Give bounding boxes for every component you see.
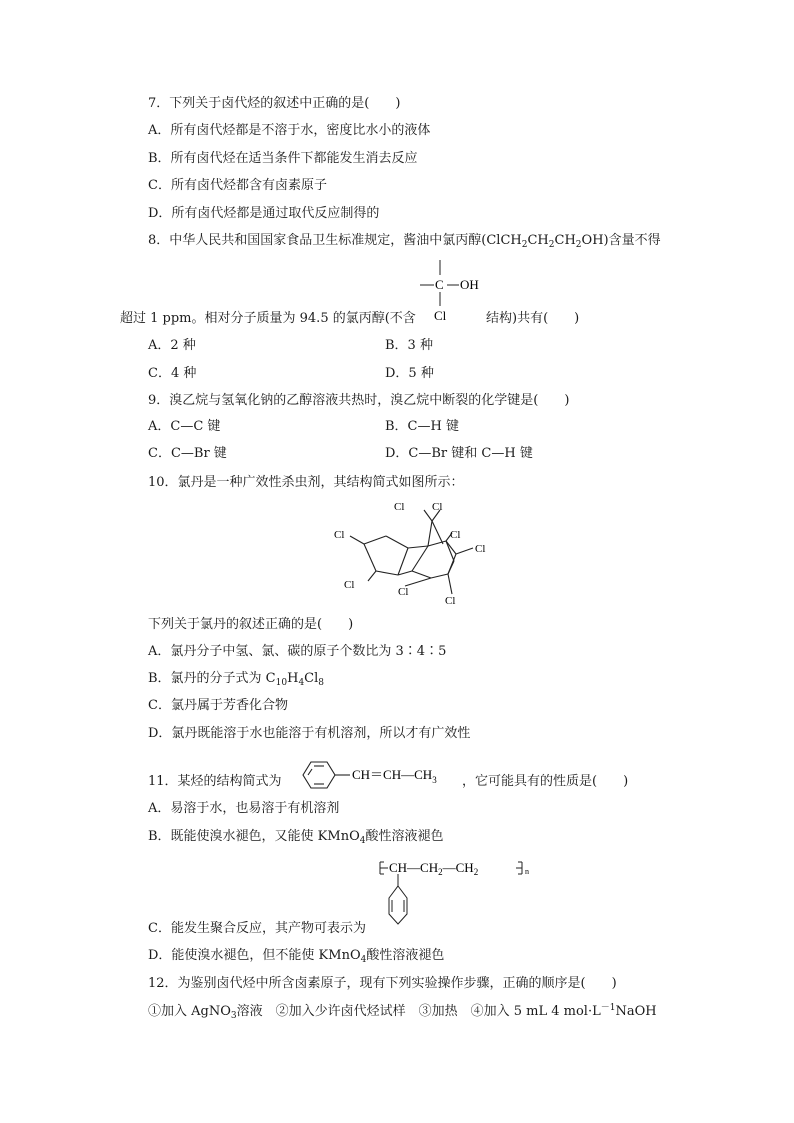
q11-option-d: D．能使溴水褪色，但不能使 KMnO$_4$酸性溶液褪色 [148, 948, 445, 965]
q7-stem: 7．下列关于卤代烃的叙述中正确的是( ) [148, 96, 401, 111]
q10-option-d: D．氯丹既能溶于水也能溶于有机溶剂，所以才有广效性 [148, 726, 471, 741]
cl-label: Cl [398, 586, 409, 598]
cl-label: Cl [450, 529, 461, 541]
polymer-structure-diagram [376, 852, 536, 932]
q11-option-b: B．既能使溴水褪色，又能使 KMnO$_4$酸性溶液褪色 [148, 829, 444, 846]
cl-label: Cl [445, 595, 456, 607]
q11-structure-diagram [290, 752, 465, 798]
side-chain-label: $CH=CH—CH_3$ [352, 767, 437, 785]
q10-option-b: B．氯丹的分子式为 $C_{10}H_4Cl_8$ [148, 671, 325, 688]
cl-label: Cl [394, 501, 405, 513]
carbon-label: C [435, 277, 444, 292]
chlorine-label: Cl [434, 308, 447, 323]
repeat-n-label: n [525, 867, 529, 876]
q10-stem: 10．氯丹是一种广效性杀虫剂，其结构简式如图所示： [148, 475, 464, 490]
q9-option-b: B．C—H 键 [385, 419, 459, 434]
hydroxyl-label: OH [460, 277, 479, 292]
cl-label: Cl [432, 501, 443, 513]
q11-option-a: A．易溶于水，也易溶于有机溶剂 [148, 801, 340, 816]
q7-option-a: A．所有卤代烃都是不溶于水，密度比水小的液体 [148, 123, 431, 138]
q7-option-c: C．所有卤代烃都含有卤素原子 [148, 178, 327, 193]
cl-label: Cl [475, 543, 486, 555]
polymer-chain-label: $CH—CH_2—CH_2$ [389, 860, 479, 877]
q11-stem-end: ，它可能具有的性质是( ) [462, 774, 629, 789]
q10-follow: 下列关于氯丹的叙述正确的是( ) [148, 617, 354, 632]
cl-label: Cl [344, 579, 355, 591]
q10-option-c: C．氯丹属于芳香化合物 [148, 698, 288, 713]
q8-stem-cont-a: 超过 1 ppm。相对分子质量为 94.5 的氯丙醇(不含 [120, 311, 416, 326]
q8-stem: 8．中华人民共和国国家食品卫生标准规定，酱油中氯丙醇$(ClCH_2CH_2CH_2OH)$含量不得 [148, 233, 661, 250]
chlordane-structure-diagram [328, 498, 498, 608]
q11-stem: 11．某烃的结构简式为 [148, 774, 282, 789]
q8-option-b: B．3 种 [385, 338, 433, 353]
q8-option-a: A．2 种 [148, 338, 196, 353]
q9-option-d: D．C—Br 键和 C—H 键 [385, 446, 533, 461]
q9-option-c: C．C—Br 键 [148, 446, 227, 461]
q12-steps: ①加入 AgNO$_3$溶液 ②加入少许卤代烃试样 ③加热 ④加入 5 mL 4 $mol\cdot L^{-1}NaOH$ [148, 1003, 657, 1021]
q8-option-c: C．4 种 [148, 366, 197, 381]
q8-structure-diagram [412, 258, 492, 326]
q7-option-d: D．所有卤代烃都是通过取代反应制得的 [148, 206, 380, 221]
q11-option-c: C．能发生聚合反应，其产物可表示为 [148, 921, 366, 936]
q9-stem: 9．溴乙烷与氢氧化钠的乙醇溶液共热时，溴乙烷中断裂的化学键是( ) [148, 393, 570, 408]
q8-stem-cont-b: 结构)共有( ) [486, 311, 580, 326]
q12-stem: 12．为鉴别卤代烃中所含卤素原子，现有下列实验操作步骤，正确的顺序是( ) [148, 976, 617, 991]
q7-option-b: B．所有卤代烃在适当条件下都能发生消去反应 [148, 151, 418, 166]
q9-option-a: A．C—C 键 [148, 419, 221, 434]
q10-option-a: A．氯丹分子中氢、氯、碳的原子个数比为 3∶4∶5 [148, 644, 447, 659]
cl-label: Cl [334, 529, 345, 541]
q8-option-d: D．5 种 [385, 366, 434, 381]
